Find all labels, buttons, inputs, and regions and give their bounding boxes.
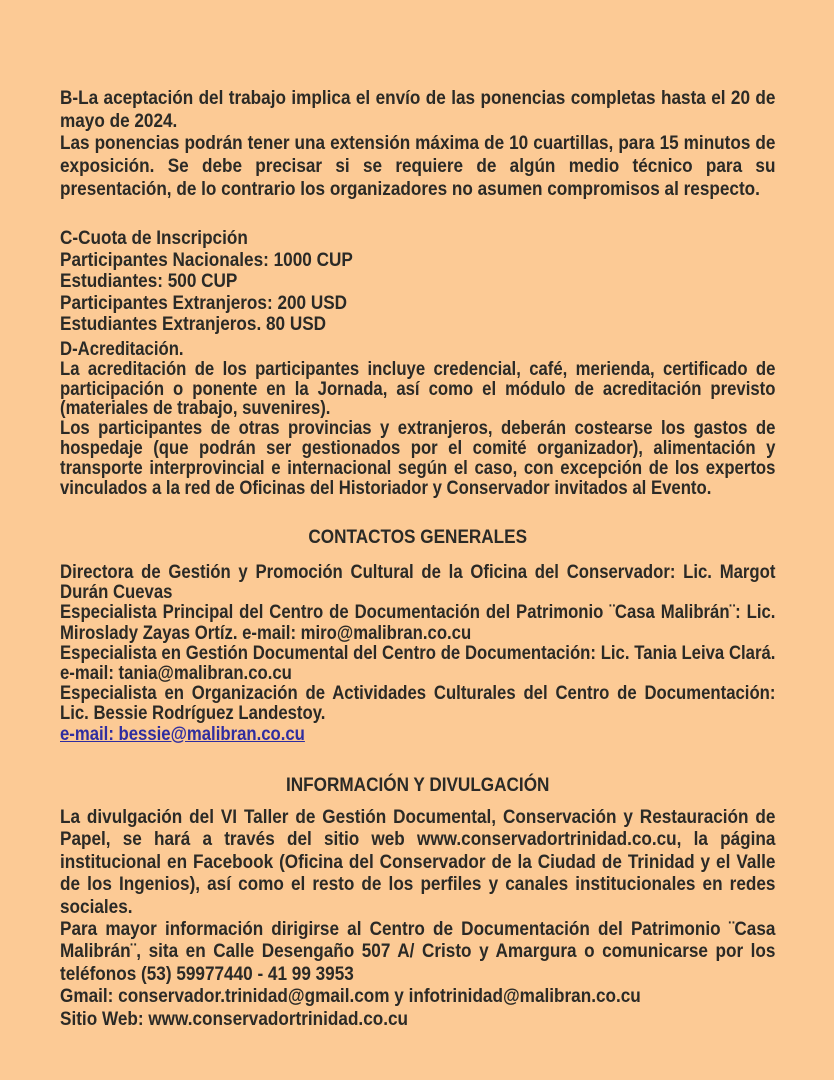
contactos-heading-text: CONTACTOS GENERALES [308, 526, 528, 548]
section-contactos [60, 563, 775, 745]
divulgacion-paragraph-2: Para mayor información dirigirse al Centro de Documentación del Patrimonio ¨Casa Malibrán¨, sita en Calle Desengaño 507 A/ Cristo y Amargura o comunicarse por los teléfonos (53) 59977440 - 41 99 3953 [60, 918, 776, 985]
acreditacion-paragraph-2: Los participantes de otras provincias y extranjeros, deberán costearse los gastos de hospedaje (que podrán ser gestionados por el comité organizador), alimentación y transporte interprovincial e internacional según el caso, con excepción de los expertos vinculados a la red de Oficinas del Historiador y Conservador invitados al Evento. [60, 418, 776, 499]
section-informacion-divulgacion [60, 806, 775, 1030]
cuota-item-estudiantes-extranjeros: Estudiantes Extranjeros. 80 USD [60, 313, 327, 335]
ponencias-paragraph-2: Las ponencias podrán tener una extensión máxima de 10 cuartillas, para 15 minutos de exposición. Se debe precisar si se requiere de algún medio técnico para su presentación, de lo contrario los organizadores no asumen compromisos al respecto. [60, 132, 776, 200]
section-cuota-inscripcion [60, 228, 775, 336]
cuota-item-extranjeros: Participantes Extranjeros: 200 USD [60, 291, 348, 314]
contacto-especialista-organizacion: Especialista en Organización de Actividades Culturales del Centro de Documentación: Lic. Bessie Rodríguez Landestoy. [60, 683, 776, 725]
informacion-heading [60, 775, 775, 796]
informacion-heading-text: INFORMACIÓN Y DIVULGACIÓN [285, 774, 550, 796]
contacto-especialista-gestion: Especialista en Gestión Documental del Centro de Documentación: Lic. Tania Leiva Clará. e-mail: tania@malibran.co.cu [60, 642, 776, 685]
acreditacion-title: D-Acreditación. [60, 339, 184, 360]
cuota-item-nacionales: Participantes Nacionales: 1000 CUP [60, 248, 353, 271]
contacto-especialista-principal: Especialista Principal del Centro de Documentación del Patrimonio ¨Casa Malibrán¨: Lic. Miroslady Zayas Ortíz. e-mail: miro@malibran.co.cu [60, 602, 776, 644]
divulgacion-paragraph-1: La divulgación del VI Taller de Gestión Documental, Conservación y Restauración de Papel, se hará a través del sitio web www.conservadortrinidad.co.cu, la página institucional en Facebook (Oficina del Conservador de la Ciudad de Trinidad y el Valle de los Ingenios), así como el resto de los perfiles y canales institucionales en redes sociales. [60, 806, 776, 918]
cuota-title: C-Cuota de Inscripción [60, 227, 248, 249]
acreditacion-paragraph-1: La acreditación de los participantes incluye credencial, café, merienda, certificado de participación o ponente en la Jornada, así como el módulo de acreditación previsto (materiales de trabajo, suvenires). [60, 358, 776, 420]
section-ponencias [60, 87, 775, 201]
ponencias-paragraph-1: B-La aceptación del trabajo implica el envío de las ponencias completas hasta el 20 de mayo de 2024. [60, 87, 776, 132]
gmail-line: Gmail: conservador.trinidad@gmail.com y infotrinidad@malibran.co.cu [60, 985, 641, 1008]
contacto-directora: Directora de Gestión y Promoción Cultural de la Oficina del Conservador: Lic. Margot Durán Cuevas [60, 562, 776, 604]
bessie-email-link[interactable]: e-mail: bessie@malibran.co.cu [60, 723, 305, 745]
cuota-item-estudiantes: Estudiantes: 500 CUP [60, 270, 238, 292]
section-acreditacion [60, 340, 775, 498]
contactos-heading [60, 527, 775, 548]
sitio-web-line: Sitio Web: www.conservadortrinidad.co.cu [60, 1007, 409, 1030]
